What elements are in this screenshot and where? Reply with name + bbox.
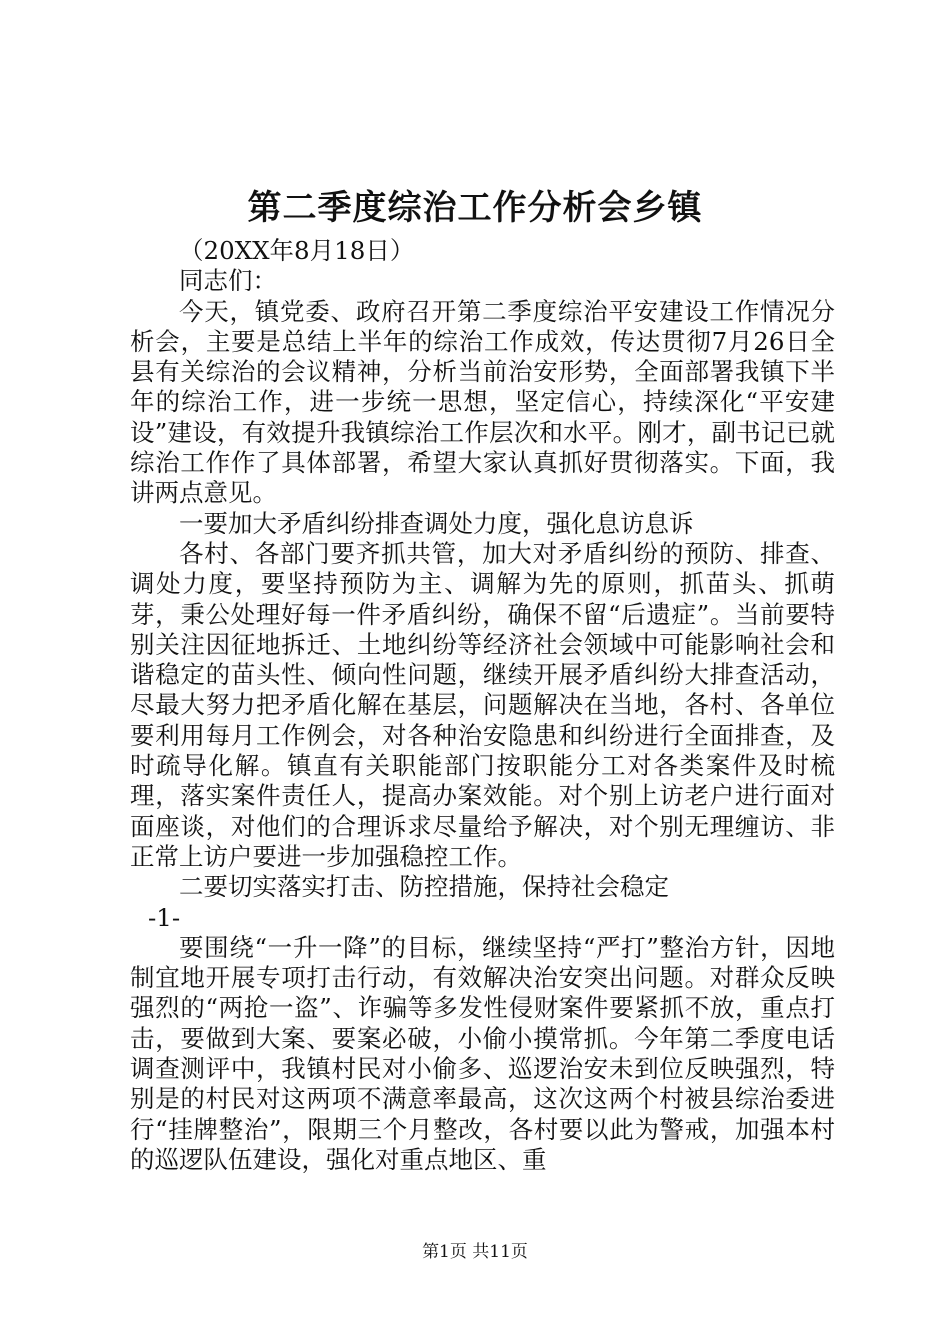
body-paragraph: 今天，镇党委、政府召开第二季度综治平安建设工作情况分析会，主要是总结上半年的综治工作成效，传达贯彻7月26日全县有关综治的会议精神，分析当前治安形势，全面部署我镇下半年的综治工作，进一步统一思想，坚定信心，持续深化“平安建设”建设，有效提升我镇综治工作层次和水平。刚才，副书记已就综治工作作了具体部署，希望大家认真抓好贯彻落实。下面，我讲两点意见。	[130, 296, 835, 508]
salutation: 同志们：	[179, 266, 277, 296]
page-marker: -1-	[148, 902, 181, 932]
page-footer: 第1页 共11页	[422, 1242, 528, 1262]
body-paragraph: 各村、各部门要齐抓共管，加大对矛盾纠纷的预防、排查、调处力度，要坚持预防为主、调解为先的原则，抓苗头、抓萌芽，秉公处理好每一件矛盾纠纷，确保不留“后遗症”。当前要特别关注因征地拆迁、土地纠纷等经济社会领域中可能影响社会和谐稳定的苗头性、倾向性问题，继续开展矛盾纠纷大排查活动，尽最大努力把矛盾化解在基层，问题解决在当地，各村、各单位要利用每月工作例会，对各种治安隐患和纠纷进行全面排查，及时疏导化解。镇直有关职能部门按职能分工对各类案件及时梳理，落实案件责任人，提高办案效能。对个别上访老户进行面对面座谈，对他们的合理诉求尽量给予解决，对个别无理缠访、非正常上访户要进一步加强稳控工作。	[130, 538, 835, 871]
date-line: （20XX年8月18日）	[179, 236, 415, 265]
section-heading-1: 一要加大矛盾纠纷排查调处力度，强化息访息诉	[179, 508, 694, 538]
document-title: 第二季度综治工作分析会乡镇	[247, 188, 703, 228]
section-heading-2: 二要切实落实打击、防控措施，保持社会稳定	[179, 872, 669, 902]
document-body	[130, 236, 835, 1175]
body-paragraph: 要围绕“一升一降”的目标，继续坚持“严打”整治方针，因地制宜地开展专项打击行动，有效解决治安突出问题。对群众反映强烈的“两抢一盗”、诈骗等多发性侵财案件要紧抓不放，重点打击，要做到大案、要案必破，小偷小摸常抓。今年第二季度电话调查测评中，我镇村民对小偷多、巡逻治安未到位反映强烈，特别是的村民对这两项不满意率最高，这次这两个村被县综治委进行“挂牌整治”，限期三个月整改，各村要以此为警戒，加强本村的巡逻队伍建设，强化对重点地区、重	[130, 932, 835, 1174]
